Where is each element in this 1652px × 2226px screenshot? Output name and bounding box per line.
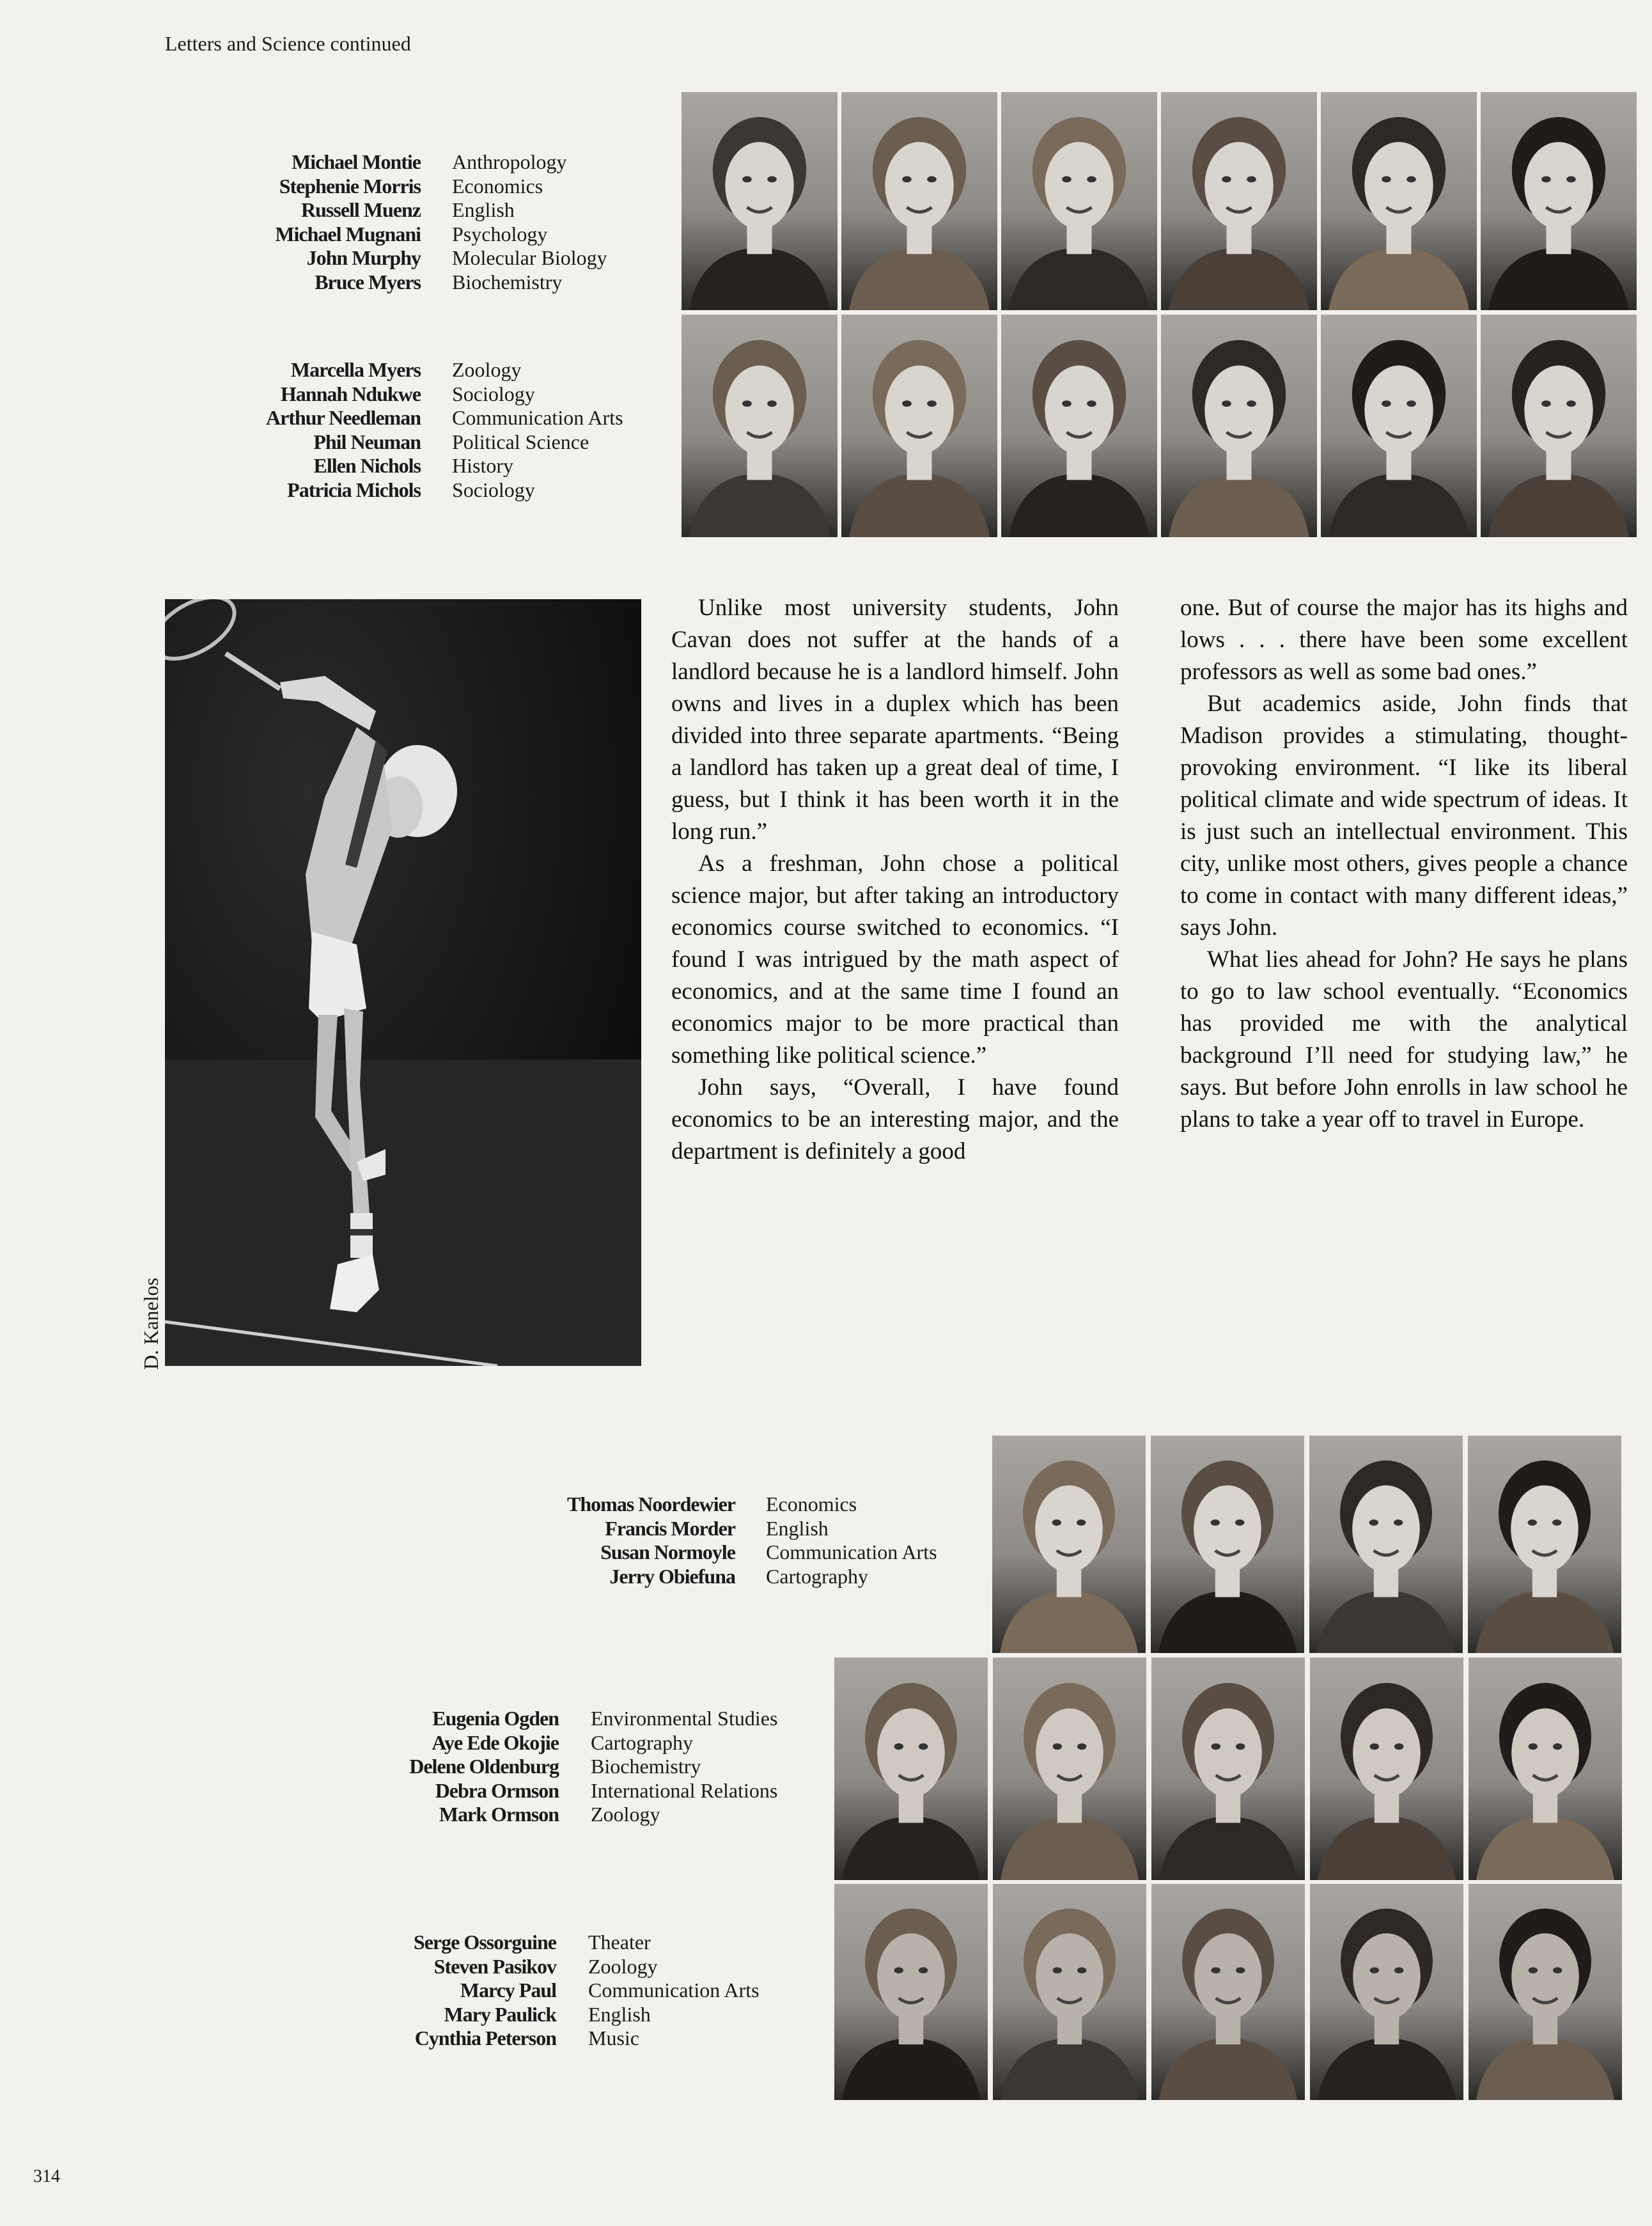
roster-row — [192, 246, 703, 270]
student-portrait — [841, 92, 997, 310]
student-portrait — [682, 92, 838, 310]
student-major: Environmental Studies — [591, 1707, 778, 1730]
roster-row — [320, 1779, 831, 1803]
roster-row — [320, 1731, 831, 1755]
student-portrait — [834, 1884, 988, 2100]
roster-row — [511, 1493, 1023, 1517]
student-name: Jerry Obiefuna — [609, 1564, 735, 1588]
tennis-player-image — [165, 599, 641, 1366]
student-name: Patricia Michols — [287, 478, 421, 501]
student-portrait — [1151, 1436, 1304, 1653]
roster-row — [320, 2003, 831, 2027]
roster-row — [511, 1565, 1023, 1589]
student-name: Stephenie Morris — [279, 174, 421, 198]
student-major: English — [588, 2002, 651, 2026]
student-portrait — [1321, 315, 1477, 537]
photo-credit: D. Kanelos — [139, 1278, 162, 1370]
student-name: Marcy Paul — [460, 1979, 556, 2002]
student-portrait — [992, 1436, 1146, 1653]
student-name: Eugenia Ogden — [432, 1707, 559, 1730]
student-name: Thomas Noordewier — [567, 1493, 735, 1516]
student-name: Francis Morder — [605, 1516, 735, 1540]
student-major: Sociology — [452, 382, 535, 405]
student-portrait — [1469, 1884, 1622, 2100]
student-major: Cartography — [591, 1730, 693, 1754]
student-major: Psychology — [452, 222, 548, 246]
student-major: International Relations — [591, 1778, 778, 1802]
roster-group-4 — [320, 1707, 831, 1827]
roster-row — [192, 406, 703, 430]
student-portrait — [1321, 92, 1477, 310]
student-portrait — [993, 1658, 1146, 1880]
student-portrait — [1310, 1658, 1463, 1880]
roster-row — [320, 1707, 831, 1731]
student-major: Economics — [452, 174, 543, 198]
student-name: Michael Mugnani — [275, 222, 421, 246]
student-major: Zoology — [588, 1954, 658, 1978]
student-major: History — [452, 454, 513, 477]
student-portrait — [1151, 1658, 1305, 1880]
student-name: Phil Neuman — [313, 430, 421, 453]
student-major: Theater — [588, 1931, 651, 1954]
student-name: Serge Ossorguine — [413, 1931, 556, 1954]
student-portrait — [1468, 1436, 1621, 1653]
student-name: Steven Pasikov — [433, 1954, 556, 1978]
story-column-2 — [1180, 592, 1628, 1136]
student-major: Political Science — [452, 430, 589, 453]
roster-row — [192, 175, 703, 199]
student-portrait — [1151, 1884, 1305, 2100]
student-portrait — [1310, 1884, 1463, 2100]
student-portrait — [841, 315, 997, 537]
roster-row — [192, 454, 703, 478]
student-major: English — [452, 198, 515, 221]
student-name: Cynthia Peterson — [414, 2026, 556, 2050]
student-name: Debra Ormson — [435, 1778, 559, 1802]
student-name: Mark Ormson — [439, 1803, 559, 1826]
story-paragraph: one. But of course the major has its highs and lows . . . there have been some excellent professors as well as some bad ones.” — [1180, 595, 1628, 685]
student-name: Hannah Ndukwe — [280, 382, 421, 405]
roster-row — [320, 1931, 831, 1955]
roster-group-1 — [192, 150, 703, 294]
roster-row — [192, 358, 703, 382]
student-portrait — [1001, 92, 1157, 310]
student-portrait — [993, 1884, 1146, 2100]
student-major: Music — [588, 2026, 639, 2050]
student-name: Bruce Myers — [315, 270, 421, 294]
student-name: John Murphy — [306, 246, 421, 269]
student-portrait — [1161, 315, 1317, 537]
student-major: Communication Arts — [766, 1540, 937, 1564]
roster-row — [320, 1803, 831, 1827]
student-portrait — [1309, 1436, 1463, 1653]
student-name: Michael Montie — [292, 150, 421, 173]
student-name: Arthur Needleman — [265, 406, 421, 429]
roster-group-2 — [192, 358, 703, 502]
roster-row — [192, 270, 703, 295]
student-name: Mary Paulick — [444, 2002, 556, 2026]
student-major: Communication Arts — [452, 406, 623, 429]
student-name: Delene Oldenburg — [409, 1755, 559, 1778]
page-number: 314 — [33, 2167, 60, 2186]
student-portrait — [1481, 92, 1637, 310]
student-major: Communication Arts — [588, 1979, 760, 2002]
student-major: Anthropology — [452, 150, 567, 173]
story-paragraph: Unlike most university students, John Cavan does not suffer at the hands of a landlord because he is a landlord himself. John owns and lives in a duplex which has been divided into three separate apartments. “Being a landlord has taken up a great deal of time, I guess, but I think it has been worth it in the long run.” — [671, 595, 1119, 845]
student-name: Susan Normoyle — [600, 1540, 735, 1564]
student-major: Zoology — [452, 358, 522, 381]
roster-row — [320, 1955, 831, 1979]
student-portrait — [1161, 92, 1317, 310]
student-major: Molecular Biology — [452, 246, 607, 269]
student-major: Zoology — [591, 1803, 660, 1826]
roster-row — [320, 2026, 831, 2051]
student-portrait — [682, 315, 838, 537]
roster-row — [320, 1979, 831, 2003]
student-name: Aye Ede Okojie — [432, 1730, 559, 1754]
student-major: English — [766, 1516, 829, 1540]
roster-row — [192, 150, 703, 175]
roster-row — [192, 198, 703, 223]
student-major: Cartography — [766, 1564, 868, 1588]
story-column-1 — [671, 592, 1119, 1168]
roster-row — [192, 478, 703, 503]
student-major: Sociology — [452, 478, 535, 501]
student-major: Biochemistry — [452, 270, 563, 294]
story-paragraph: What lies ahead for John? He says he plans to go to law school eventually. “Economics has provided me with the analytical background I’ll need for studying law,” he says. But before John enrolls in law school he plans to take a year off to travel in Europe. — [1180, 946, 1628, 1133]
student-major: Biochemistry — [591, 1755, 701, 1778]
student-major: Economics — [766, 1493, 857, 1516]
student-name: Russell Muenz — [301, 198, 421, 221]
student-portrait — [1001, 315, 1157, 537]
student-name: Ellen Nichols — [313, 454, 421, 477]
student-portrait — [1469, 1658, 1622, 1880]
roster-row — [511, 1540, 1023, 1565]
roster-row — [192, 430, 703, 455]
page-header: Letters and Science continued — [165, 32, 411, 55]
roster-row — [192, 223, 703, 247]
roster-row — [192, 382, 703, 407]
story-paragraph: As a freshman, John chose a political science major, but after taking an introductory economics course switched to economics. “I found I was intrigued by the math aspect of economics, and at the same time I found an economics major to be more practical than something like political science.” — [671, 850, 1119, 1069]
feature-photo — [165, 599, 641, 1366]
story-paragraph: John says, “Overall, I have found economics to be an interesting major, and the department is definitely a good — [671, 1074, 1119, 1164]
student-portrait — [1481, 315, 1637, 537]
student-name: Marcella Myers — [290, 358, 421, 381]
roster-row — [320, 1755, 831, 1779]
story-paragraph: But academics aside, John finds that Madison provides a stimulating, thought-provoking environment. “I like its liberal political climate and wide spectrum of ideas. It is just such an intellectual environment. This city, unlike most others, gives people a chance to come in contact with many different ideas,” says John. — [1180, 691, 1628, 941]
roster-group-3 — [511, 1493, 1023, 1588]
student-portrait — [834, 1658, 988, 1880]
roster-row — [511, 1517, 1023, 1541]
roster-group-5 — [320, 1931, 831, 2051]
